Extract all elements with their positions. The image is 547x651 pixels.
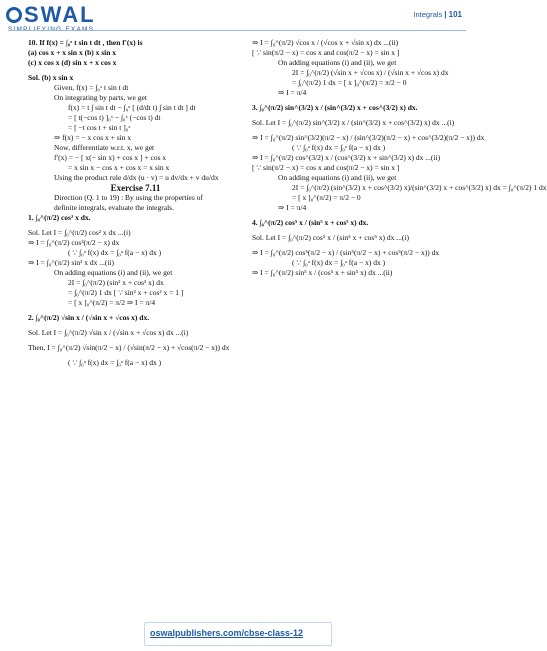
text-line: On adding equations (i) and (ii), we get bbox=[54, 268, 173, 277]
text-line: (c) x cos x (d) sin x + x cos x bbox=[28, 58, 117, 67]
text-line: 2I = ∫₀^(π/2) (√sin x + √cos x) / (√sin x + √cos x) dx bbox=[292, 68, 449, 77]
text-line: ⇒ I = ∫₀^(π/2) √cos x / (√cos x + √sin x) dx ...(ii) bbox=[252, 38, 399, 47]
text-line: [ ∵ sin(π/2 − x) = cos x and cos(π/2 − x) = sin x ] bbox=[252, 48, 400, 57]
text-line: Then, I = ∫₀^(π/2) √sin(π/2 − x) / (√sin(π/2 − x) + √cos(π/2 − x)) dx bbox=[28, 343, 230, 352]
header-separator: | bbox=[444, 10, 447, 19]
text-line: 2. ∫₀^(π/2) √sin x / (√sin x + √cos x) dx. bbox=[28, 313, 150, 322]
brand-wordmark: SWAL bbox=[6, 4, 96, 26]
text-line: On adding equations (i) and (ii), we get bbox=[278, 173, 397, 182]
text-line: Sol. Let I = ∫₀^(π/2) cos⁵ x / (sin⁵ x + cos⁵ x) dx ...(i) bbox=[252, 233, 410, 242]
text-line: = ∫₀^(π/2) 1 dx [ ∵ sin² x + cos² x = 1 ] bbox=[68, 288, 184, 297]
text-line: ⇒ I = ∫₀^(π/2) sin^(3/2)(π/2 − x) / (sin^(3/2)(π/2 − x) + cos^(3/2)(π/2 − x)) dx bbox=[252, 133, 485, 142]
text-line: Direction (Q. 1 to 19) : By using the properties of bbox=[54, 193, 203, 202]
text-line: 2I = ∫₀^(π/2) (sin^(3/2) x + cos^(3/2) x)/(sin^(3/2) x + cos^(3/2) x) dx = ∫₀^(π/2) 1 dx bbox=[292, 183, 547, 192]
text-line: Exercise 7.11 bbox=[110, 183, 161, 193]
text-line: Using the product rule d/dx (u · v) = u dv/dx + v du/dx bbox=[54, 173, 219, 182]
text-line: On integrating by parts, we get bbox=[54, 93, 147, 102]
section-title: Integrals bbox=[413, 10, 443, 19]
text-line: f(x) = t ∫ sin t dt − ∫₀ˣ [ (d/dt t) ∫ sin t dt ] dt bbox=[68, 103, 196, 112]
page-header bbox=[413, 10, 462, 19]
text-line: On adding equations (i) and (ii), we get bbox=[278, 58, 397, 67]
header-rule bbox=[8, 30, 466, 31]
text-line: (a) cos x + x sin x (b) x sin x bbox=[28, 48, 117, 57]
text-line: = [ x ]₀^(π/2) = π/2 − 0 bbox=[292, 193, 361, 202]
text-line: ( ∵ ∫₀ᵃ f(x) dx = ∫₀ᵃ f(a − x) dx ) bbox=[292, 258, 386, 267]
text-line: = [ x ]₀^(π/2) = π/2 ⇒ I = π/4 bbox=[68, 298, 156, 307]
brand-logo bbox=[6, 4, 96, 33]
text-line: Given, f(x) = ∫₀ˣ t sin t dt bbox=[54, 83, 129, 92]
footer-link[interactable]: oswalpublishers.com/cbse-class-12 bbox=[150, 628, 304, 638]
logo-o-icon bbox=[6, 7, 22, 23]
text-line: = [ −t cos t + sin t ]₀ˣ bbox=[68, 123, 131, 132]
text-line: ⇒ I = ∫₀^(π/2) cos^(3/2) x / (cos^(3/2) x + sin^(3/2) x) dx ...(ii) bbox=[252, 153, 441, 162]
text-line: Sol. Let I = ∫₀^(π/2) cos² x dx ...(i) bbox=[28, 228, 131, 237]
left-column bbox=[28, 38, 243, 368]
text-line: 4. ∫₀^(π/2) cos⁵ x / (sin⁵ x + cos⁵ x) dx. bbox=[252, 218, 369, 227]
text-line: 3. ∫₀^(π/2) sin^(3/2) x / (sin^(3/2) x + cos^(3/2) x) dx. bbox=[252, 103, 418, 112]
text-line: ⇒ I = π/4 bbox=[278, 88, 307, 97]
text-line: ⇒ I = ∫₀^(π/2) cos⁵(π/2 − x) / (sin⁵(π/2 − x) + cos⁵(π/2 − x)) dx bbox=[252, 248, 440, 257]
text-line: Sol. Let I = ∫₀^(π/2) sin^(3/2) x / (sin^(3/2) x + cos^(3/2) x) dx ...(i) bbox=[252, 118, 455, 127]
text-line: [ ∵ sin(π/2 − x) = cos x and cos(π/2 − x) = sin x ] bbox=[252, 163, 400, 172]
text-line: = x sin x − cos x + cos x = x sin x bbox=[68, 163, 170, 172]
text-line: ⇒ I = π/4 bbox=[278, 203, 307, 212]
text-line: ( ∵ ∫₀ᵃ f(x) dx = ∫₀ᵃ f(a − x) dx ) bbox=[292, 143, 386, 152]
page-number: 101 bbox=[448, 10, 462, 19]
text-line: Now, differentiate w.r.t. x, we get bbox=[54, 143, 155, 152]
text-line: = [ t(−cos t) ]₀ˣ − ∫₀ˣ (−cos t) dt bbox=[68, 113, 161, 122]
text-line: definite integrals, evaluate the integrals. bbox=[54, 203, 174, 212]
text-line: ⇒ I = ∫₀^(π/2) sin⁵ x / (cos⁵ x + sin⁵ x) dx ...(ii) bbox=[252, 268, 393, 277]
text-line: ⇒ I = ∫₀^(π/2) cos²(π/2 − x) dx bbox=[28, 238, 120, 247]
text-line: 1. ∫₀^(π/2) cos² x dx. bbox=[28, 213, 91, 222]
text-line: 10. If f(x) = ∫₀ˣ t sin t dt , then f′(x) is bbox=[28, 38, 143, 47]
text-line: ( ∵ ∫₀ᵃ f(x) dx = ∫₀ᵃ f(a − x) dx ) bbox=[68, 358, 162, 367]
text-line: Sol. Let I = ∫₀^(π/2) √sin x / (√sin x + √cos x) dx ...(i) bbox=[28, 328, 189, 337]
text-line: ⇒ f(x) = − x cos x + sin x bbox=[54, 133, 132, 142]
right-column bbox=[252, 38, 547, 278]
text-line: f′(x) = − [ x(− sin x) + cos x ] + cos x bbox=[54, 153, 167, 162]
text-line: ⇒ I = ∫₀^(π/2) sin² x dx ...(ii) bbox=[28, 258, 114, 267]
text-line: 2I = ∫₀^(π/2) (sin² x + cos² x) dx bbox=[68, 278, 164, 287]
text-line: ( ∵ ∫₀ᵃ f(x) dx = ∫₀ᵃ f(a − x) dx ) bbox=[68, 248, 162, 257]
text-line: = ∫₀^(π/2) 1 dx = [ x ]₀^(π/2) = π/2 − 0 bbox=[292, 78, 407, 87]
text-line: Sol. (b) x sin x bbox=[28, 73, 74, 82]
